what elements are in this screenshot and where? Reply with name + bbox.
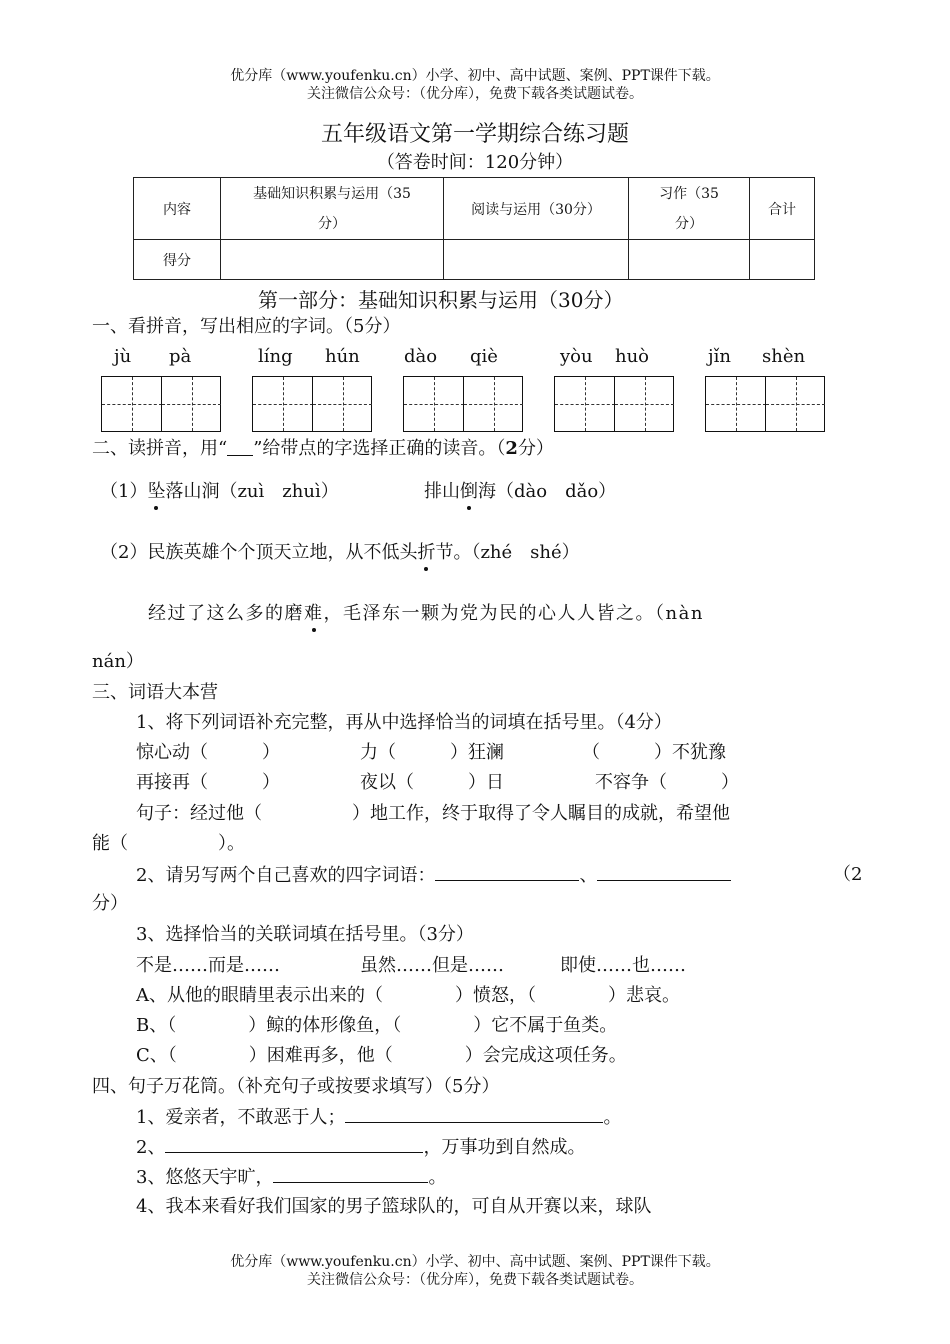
option-2: 虽然……但是……	[360, 955, 504, 976]
dotted-char: 倒	[460, 481, 478, 502]
writing-grid-4[interactable]	[554, 376, 674, 432]
q4-sub-2: 2、 ，万事功到自然成。	[136, 1137, 586, 1158]
score-cell-writing[interactable]	[629, 240, 750, 280]
q3-c[interactable]: C、（ ）困难再多，他（ ）会完成这项任务。	[136, 1045, 627, 1066]
idiom-2[interactable]: 力（ ）狂澜	[360, 742, 504, 763]
pinyin-10: shèn	[762, 346, 806, 367]
dotted-char: 难	[304, 603, 324, 624]
footer-line-2: 关注微信公众号：（优分库），免费下载各类试题试卷。	[307, 1272, 643, 1288]
idiom-4[interactable]: 再接再（ ）	[136, 772, 280, 793]
score-col-basics: 基础知识积累与运用（35 分）	[221, 178, 444, 240]
dotted-char: 坠	[147, 481, 166, 502]
writing-grid-1[interactable]	[101, 376, 221, 432]
score-row-label: 得分	[134, 240, 221, 280]
q3-sentence-wrap[interactable]: 能（ ）。	[92, 833, 245, 854]
pinyin-7: yòu	[560, 346, 593, 367]
option-1: 不是……而是……	[136, 955, 280, 976]
q4-sub-1: 1、爱亲者，不敢恶于人； 。	[136, 1107, 622, 1128]
q2-heading: 二、读拼音，用“ ”给带点的字选择正确的读音。（2分）	[92, 438, 554, 459]
pinyin-2: pà	[169, 346, 192, 367]
pinyin-3: líng	[258, 346, 293, 367]
score-col-reading: 阅读与运用（30分）	[444, 178, 629, 240]
q3-sub-1: 1、将下列词语补充完整，再从中选择恰当的词填在括号里。（4分）	[136, 712, 672, 733]
idiom-6[interactable]: 不容争（ ）	[595, 772, 739, 793]
pinyin-4: hún	[325, 346, 360, 367]
answer-line[interactable]	[345, 1106, 603, 1123]
score-col-total: 合计	[750, 178, 815, 240]
answer-line-1[interactable]	[435, 864, 579, 881]
q2-item-1b: 排山倒海（dào dǎo）	[424, 481, 617, 502]
idiom-1[interactable]: 惊心动（ ）	[136, 742, 280, 763]
writing-grid-2[interactable]	[252, 376, 372, 432]
underline-sample	[227, 439, 253, 456]
answer-line[interactable]	[165, 1136, 423, 1153]
footer-line-1: 优分库（www.youfenku.cn）小学、初中、高中试题、案例、PPT课件下载。	[230, 1254, 720, 1270]
idiom-3[interactable]: （ ）不犹豫	[582, 742, 726, 763]
q3-sub-2-score: （2	[833, 864, 863, 885]
q3-sub-2: 2、请另写两个自己喜欢的四字词语： 、	[136, 864, 731, 887]
header-line-1: 优分库（www.youfenku.cn）小学、初中、高中试题、案例、PPT课件下载。	[230, 68, 720, 84]
score-col-writing: 习作（35 分）	[629, 178, 750, 240]
writing-grid-5[interactable]	[705, 376, 825, 432]
q2-item-2: （2）民族英雄个个顶天立地，从不低头折节。（zhé shé）	[100, 542, 580, 563]
pinyin-1: jù	[114, 346, 132, 367]
score-cell-total[interactable]	[750, 240, 815, 280]
q2-item-3: 经过了这么多的磨难，毛泽东一颗为党为民的心人人皆之。（nàn	[148, 603, 704, 624]
score-cell-basics[interactable]	[221, 240, 444, 280]
score-cell-reading[interactable]	[444, 240, 629, 280]
q4-heading: 四、句子万花筒。（补充句子或按要求填写）（5分）	[92, 1076, 500, 1097]
score-table	[133, 177, 815, 280]
score-col-content: 内容	[134, 178, 221, 240]
q3-sub-2-wrap: 分）	[92, 893, 128, 914]
header-line-2: 关注微信公众号：（优分库），免费下载各类试题试卷。	[307, 86, 643, 102]
pinyin-5: dào	[404, 346, 438, 367]
dotted-char: 折	[417, 542, 436, 563]
q4-sub-4: 4、我本来看好我们国家的男子篮球队的，可自从开赛以来，球队	[136, 1196, 652, 1217]
q3-heading: 三、词语大本营	[92, 682, 218, 703]
q2-item-3-wrap: nán）	[92, 651, 144, 672]
part1-title: 第一部分：基础知识积累与运用（30分）	[258, 288, 624, 312]
q3-b[interactable]: B、（ ）鲸的体形像鱼，（ ）它不属于鱼类。	[136, 1015, 618, 1036]
pinyin-6: qiè	[470, 346, 498, 367]
q1-heading: 一、看拼音，写出相应的字词。（5分）	[92, 316, 401, 337]
q3-sentence[interactable]: 句子：经过他（ ）地工作，终于取得了令人瞩目的成就，希望他	[136, 803, 730, 824]
option-3: 即使……也……	[560, 955, 686, 976]
q2-item-1: （1）坠落山涧（zuì zhuì）	[100, 481, 339, 502]
pinyin-9: jǐn	[708, 346, 731, 367]
page-subtitle: （答卷时间：120分钟）	[376, 152, 574, 173]
q3-sub-3: 3、选择恰当的关联词填在括号里。（3分）	[136, 924, 474, 945]
answer-line[interactable]	[273, 1166, 428, 1183]
page-title: 五年级语文第一学期综合练习题	[320, 122, 629, 147]
answer-line-2[interactable]	[597, 864, 731, 881]
idiom-5[interactable]: 夜以（ ）日	[360, 772, 504, 793]
pinyin-8: huò	[615, 346, 650, 367]
q3-a[interactable]: A、从他的眼睛里表示出来的（ ）愤怒，（ ）悲哀。	[136, 985, 680, 1006]
writing-grid-3[interactable]	[403, 376, 523, 432]
q4-sub-3: 3、悠悠天宇旷， 。	[136, 1167, 447, 1188]
